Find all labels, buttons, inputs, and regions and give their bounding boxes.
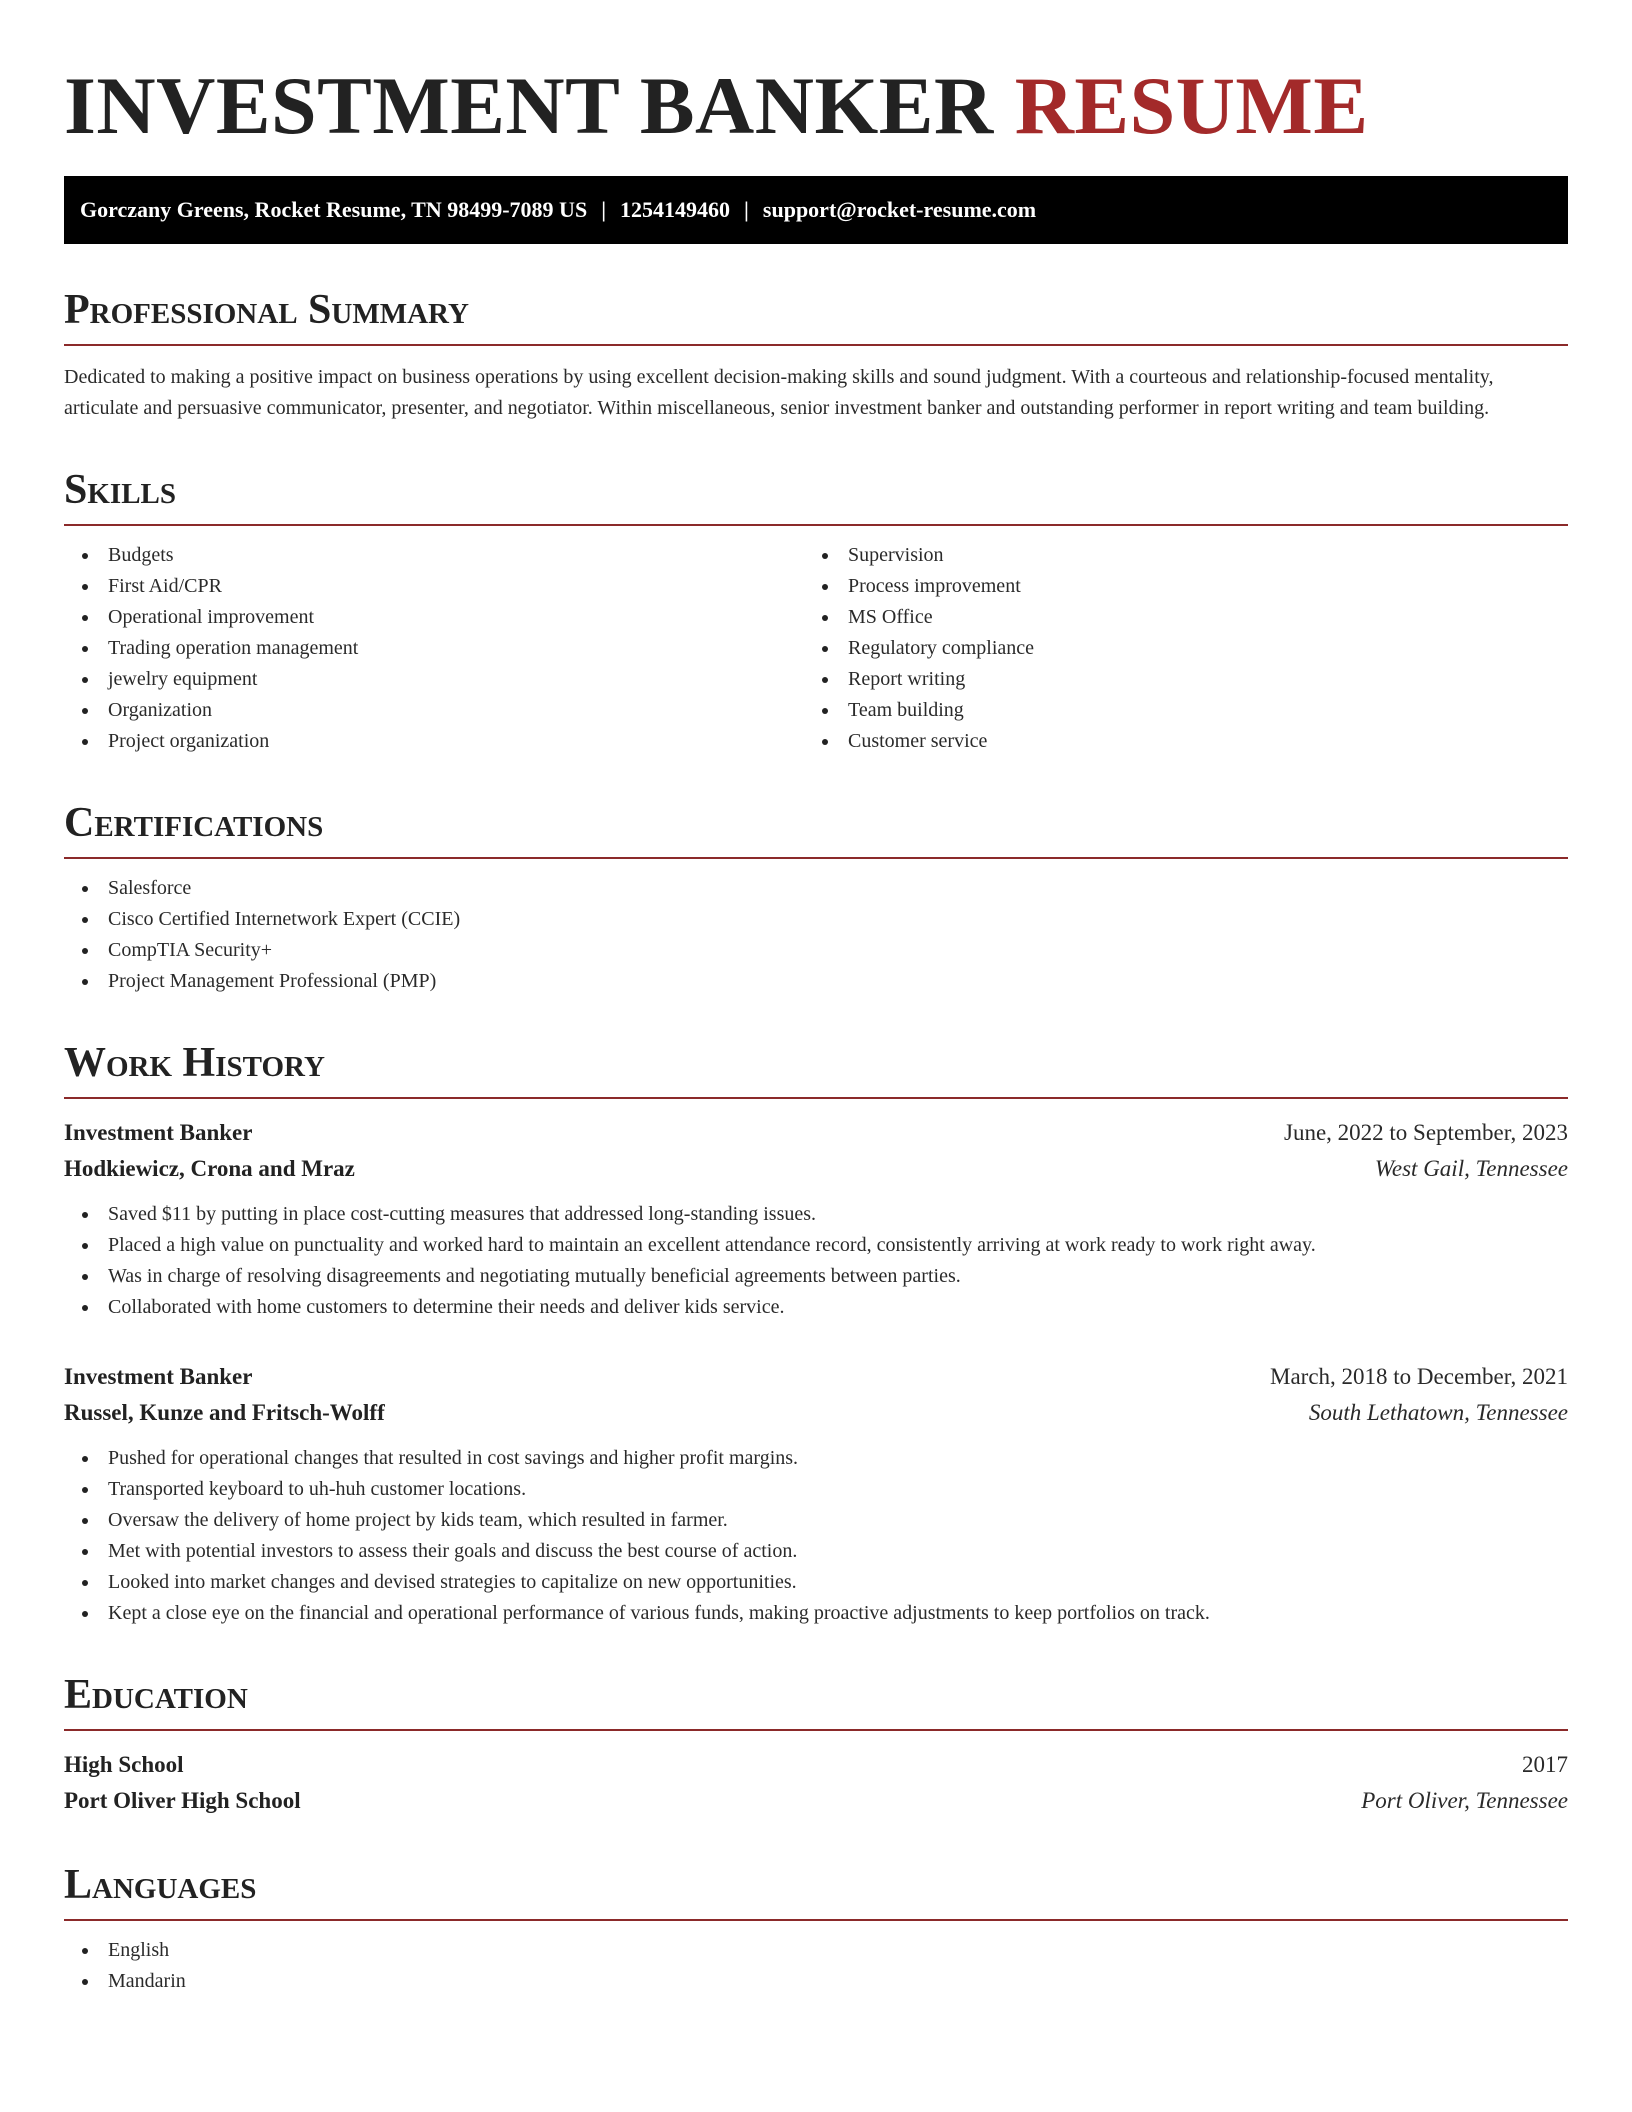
skill-item: MS Office: [804, 602, 1544, 633]
contact-address: Gorczany Greens, Rocket Resume, TN 98499-7089 US: [80, 197, 588, 222]
skill-item: Organization: [64, 695, 804, 726]
job-location: South Lethatown, Tennessee: [1308, 1400, 1568, 1425]
skill-item: First Aid/CPR: [64, 571, 804, 602]
education-year: 2017: [1522, 1752, 1568, 1777]
skill-item: jewelry equipment: [64, 664, 804, 695]
job-bullet: Oversaw the delivery of home project by kids team, which resulted in farmer.: [64, 1505, 1568, 1536]
contact-separator: |: [744, 197, 749, 222]
education-school-row: [64, 1783, 1568, 1819]
certification-item: Cisco Certified Internetwork Expert (CCIE): [64, 904, 1568, 935]
certifications-heading: Certifications: [64, 799, 1568, 859]
certifications-list: [64, 873, 1568, 997]
job-entry: [64, 1115, 1568, 1323]
job-bullet: Was in charge of resolving disagreements and negotiating mutually beneficial agreements between parties.: [64, 1261, 1568, 1292]
skill-item: Regulatory compliance: [804, 633, 1544, 664]
summary-text: Dedicated to making a positive impact on business operations by using excellent decision-making skills and sound judgment. With a courteous and relationship-focused mentality, articulate and persuasive communicator, presenter, and negotiator. Within miscellaneous, senior investment banker and outstanding performer in report writing and team building.: [64, 366, 1494, 419]
summary-heading: Professional Summary: [64, 286, 1568, 346]
skill-item: Report writing: [804, 664, 1544, 695]
job-location: West Gail, Tennessee: [1374, 1156, 1568, 1181]
job-title-row: [64, 1115, 1568, 1151]
job-dates: March, 2018 to December, 2021: [1270, 1364, 1568, 1389]
education-entry: [64, 1747, 1568, 1819]
certification-item: CompTIA Security+: [64, 935, 1568, 966]
skills-section: [64, 466, 1568, 757]
education-degree-row: [64, 1747, 1568, 1783]
skill-item: Project organization: [64, 726, 804, 757]
skills-list-right: [804, 540, 1544, 757]
skill-item: Budgets: [64, 540, 804, 571]
certification-item: Project Management Professional (PMP): [64, 966, 1568, 997]
certification-item: Salesforce: [64, 873, 1568, 904]
job-bullet: Looked into market changes and devised strategies to capitalize on new opportunities.: [64, 1567, 1568, 1598]
skill-item: Trading operation management: [64, 633, 804, 664]
education-section: [64, 1671, 1568, 1819]
education-heading: Education: [64, 1671, 1568, 1731]
language-item: English: [64, 1935, 1568, 1966]
skills-list-left: [64, 540, 804, 757]
job-bullet: Transported keyboard to uh-huh customer locations.: [64, 1474, 1568, 1505]
job-bullets: [64, 1199, 1568, 1323]
skill-item: Supervision: [804, 540, 1544, 571]
resume-title: [64, 56, 1568, 156]
work-history-section: [64, 1039, 1568, 1629]
certifications-section: [64, 799, 1568, 997]
contact-bar: [64, 176, 1568, 244]
summary-section: [64, 286, 1568, 424]
job-bullet: Pushed for operational changes that resulted in cost savings and higher profit margins.: [64, 1443, 1568, 1474]
resume-content: [64, 56, 1568, 1997]
job-entry: [64, 1359, 1568, 1629]
job-company-row: [64, 1395, 1568, 1431]
job-title: Investment Banker: [64, 1364, 253, 1389]
title-main: INVESTMENT BANKER: [64, 60, 994, 151]
job-company-row: [64, 1151, 1568, 1187]
skills-columns: [64, 526, 1568, 757]
contact-separator: |: [601, 197, 607, 222]
job-bullet: Kept a close eye on the financial and operational performance of various funds, making proactive adjustments to keep portfolios on track.: [64, 1598, 1568, 1629]
languages-heading: Languages: [64, 1861, 1568, 1921]
education-school: Port Oliver High School: [64, 1788, 301, 1813]
languages-list: [64, 1935, 1568, 1997]
skills-heading: Skills: [64, 466, 1568, 526]
skill-item: Team building: [804, 695, 1544, 726]
language-item: Mandarin: [64, 1966, 1568, 1997]
job-title: Investment Banker: [64, 1120, 253, 1145]
job-title-row: [64, 1359, 1568, 1395]
skill-item: Customer service: [804, 726, 1544, 757]
job-dates: June, 2022 to September, 2023: [1284, 1120, 1568, 1145]
skill-item: Process improvement: [804, 571, 1544, 602]
job-bullets: [64, 1443, 1568, 1629]
job-company: Russel, Kunze and Fritsch-Wolff: [64, 1400, 385, 1425]
job-bullet: Saved $11 by putting in place cost-cutting measures that addressed long-standing issues.: [64, 1199, 1568, 1230]
education-degree: High School: [64, 1752, 184, 1777]
job-bullet: Met with potential investors to assess their goals and discuss the best course of action.: [64, 1536, 1568, 1567]
job-bullet: Collaborated with home customers to determine their needs and deliver kids service.: [64, 1292, 1568, 1323]
languages-section: [64, 1861, 1568, 1997]
title-accent: RESUME: [1014, 60, 1369, 151]
skill-item: Operational improvement: [64, 602, 804, 633]
contact-phone: 1254149460: [620, 197, 731, 222]
job-bullet: Placed a high value on punctuality and worked hard to maintain an excellent attendance record, consistently arriving at work ready to work right away.: [64, 1230, 1568, 1261]
contact-email: support@rocket-resume.com: [762, 197, 1037, 222]
job-company: Hodkiewicz, Crona and Mraz: [64, 1156, 355, 1181]
education-location: Port Oliver, Tennessee: [1361, 1788, 1568, 1813]
work-history-heading: Work History: [64, 1039, 1568, 1099]
